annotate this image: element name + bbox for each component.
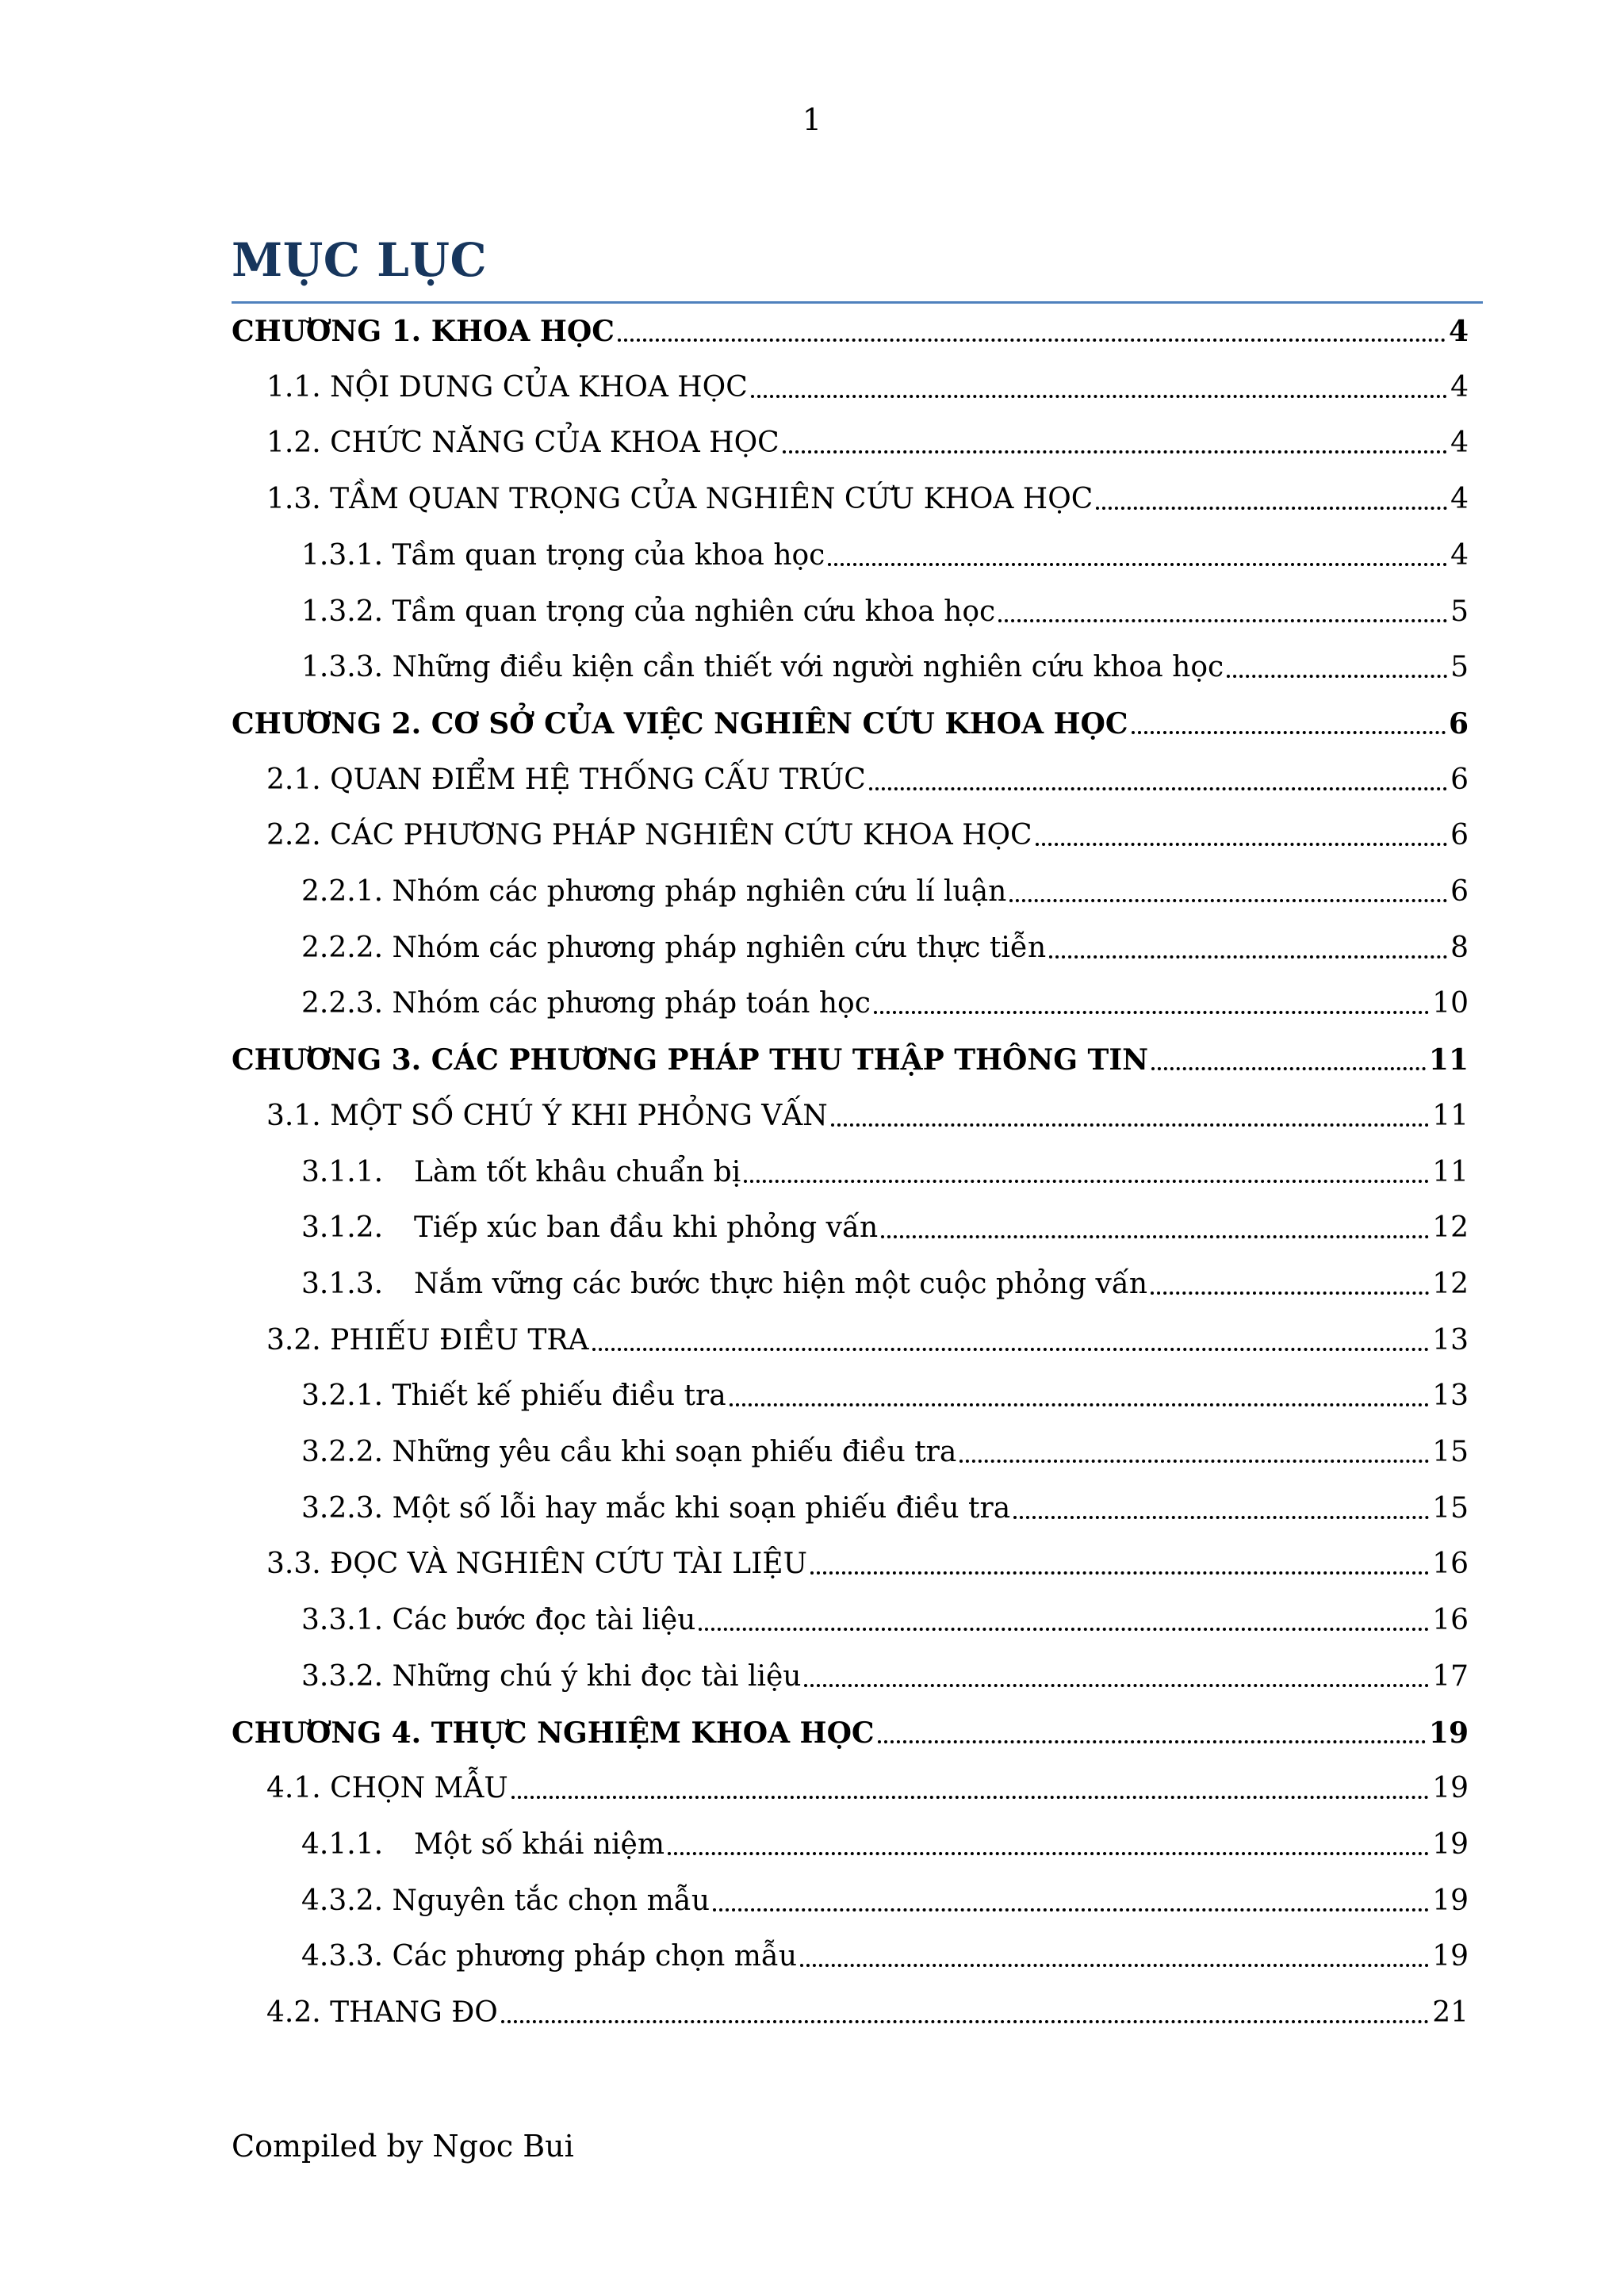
dot-leader xyxy=(878,1740,1426,1743)
toc-entry[interactable] xyxy=(232,1035,1469,1079)
dot-leader xyxy=(783,450,1447,453)
toc-entry-page: 11 xyxy=(1432,1156,1469,1188)
toc-entry-page: 13 xyxy=(1432,1380,1469,1412)
dot-leader xyxy=(730,1403,1430,1406)
dot-leader xyxy=(668,1852,1429,1855)
toc-entry-label: 4.3.3. Các phương pháp chọn mẫu xyxy=(301,1940,798,1973)
dot-leader xyxy=(1096,507,1447,510)
toc-entry[interactable] xyxy=(301,923,1469,967)
page-number: 1 xyxy=(802,102,822,137)
toc-entry[interactable] xyxy=(301,1203,1469,1247)
toc-entry-page: 11 xyxy=(1428,1043,1469,1077)
toc-entry-page: 4 xyxy=(1448,315,1469,348)
toc-entry-label: 3.2.3. Một số lỗi hay mắc khi soạn phiếu điều tra xyxy=(301,1492,1011,1525)
toc-entry[interactable] xyxy=(232,698,1469,743)
dot-leader xyxy=(592,1348,1430,1351)
toc-entry-page: 4 xyxy=(1450,483,1469,515)
dot-leader xyxy=(1036,843,1448,846)
toc-entry-page: 4 xyxy=(1450,427,1469,459)
toc-entry-label: CHƯƠNG 1. KHOA HỌC xyxy=(232,315,615,348)
dot-leader xyxy=(1009,899,1447,902)
toc-entry[interactable] xyxy=(301,1483,1469,1528)
dot-leader xyxy=(1151,1067,1426,1070)
toc-entry[interactable] xyxy=(301,587,1469,631)
toc-entry[interactable] xyxy=(266,1091,1469,1135)
toc-entry[interactable] xyxy=(266,810,1469,855)
dot-leader xyxy=(874,1011,1429,1014)
dot-leader xyxy=(828,563,1447,566)
toc-entry[interactable] xyxy=(301,1876,1469,1920)
toc-entry-label: 4.2. THANG ĐO xyxy=(266,1996,498,2029)
toc-entry-label: 2.1. QUAN ĐIỂM HỆ THỐNG CẤU TRÚC xyxy=(266,763,866,796)
toc-entry-page: 17 xyxy=(1432,1660,1469,1693)
toc-entry-label: 1.3.2. Tầm quan trọng của nghiên cứu khoa học xyxy=(301,595,996,628)
toc-entry-page: 15 xyxy=(1432,1492,1469,1525)
toc-entry-page: 19 xyxy=(1432,1885,1469,1917)
toc-entry[interactable] xyxy=(301,1427,1469,1471)
toc-entry-label: 2.2.3. Nhóm các phương pháp toán học xyxy=(301,987,871,1020)
toc-entry-page: 11 xyxy=(1432,1100,1469,1132)
dot-leader xyxy=(1132,731,1446,734)
dot-leader xyxy=(751,395,1447,398)
toc-entry-label: Tiếp xúc ban đầu khi phỏng vấn xyxy=(414,1211,879,1244)
toc-entry-label: 3.1. MỘT SỐ CHÚ Ý KHI PHỎNG VẤN xyxy=(266,1100,828,1132)
toc-entry-label: 3.2. PHIẾU ĐIỀU TRA xyxy=(266,1324,589,1357)
toc-entry[interactable] xyxy=(266,418,1469,462)
toc-entry-page: 21 xyxy=(1432,1996,1469,2029)
toc-entry-label: 1.3.1. Tầm quan trọng của khoa học xyxy=(301,539,825,572)
toc-entry[interactable] xyxy=(232,306,1469,350)
toc-entry-number: 3.1.1. xyxy=(301,1156,384,1188)
toc-entry-label: Một số khái niệm xyxy=(414,1828,665,1861)
toc-entry-label: 2.2. CÁC PHƯƠNG PHÁP NGHIÊN CỨU KHOA HỌC xyxy=(266,819,1032,851)
toc-entry-label: 1.3. TẦM QUAN TRỌNG CỦA NGHIÊN CỨU KHOA HỌC xyxy=(266,483,1094,515)
dot-leader xyxy=(1151,1292,1429,1295)
toc-entry[interactable] xyxy=(301,1371,1469,1415)
toc-entry-page: 16 xyxy=(1432,1604,1469,1636)
toc-entry[interactable] xyxy=(301,978,1469,1023)
dot-leader xyxy=(869,787,1447,790)
toc-entry[interactable] xyxy=(266,1763,1469,1808)
dot-leader xyxy=(511,1796,1429,1799)
dot-leader xyxy=(699,1628,1429,1631)
toc-entry-label: CHƯƠNG 3. CÁC PHƯƠNG PHÁP THU THẬP THÔNG TIN xyxy=(232,1043,1149,1077)
toc-entry[interactable] xyxy=(266,1988,1469,2032)
toc-entry[interactable] xyxy=(301,1820,1469,1864)
toc-entry-page: 19 xyxy=(1432,1828,1469,1861)
toc-entry[interactable] xyxy=(301,1931,1469,1976)
toc-title: MỤC LỤC xyxy=(232,233,488,287)
toc-entry-page: 6 xyxy=(1450,763,1469,796)
toc-entry-label: 4.3.2. Nguyên tắc chọn mẫu xyxy=(301,1885,710,1917)
dot-leader xyxy=(810,1571,1429,1575)
toc-entry-label: Nắm vững các bước thực hiện một cuộc phỏng vấn xyxy=(414,1268,1148,1300)
dot-leader xyxy=(618,339,1446,342)
toc-entry-label: 1.1. NỘI DUNG CỦA KHOA HỌC xyxy=(266,371,748,404)
toc-entry-page: 12 xyxy=(1432,1268,1469,1300)
toc-entry-label: 1.3.3. Những điều kiện cần thiết với người nghiên cứu khoa học xyxy=(301,651,1224,683)
toc-entry-label: 3.3.1. Các bước đọc tài liệu xyxy=(301,1604,696,1636)
title-divider xyxy=(232,301,1483,304)
toc-entry-label: 4.1. CHỌN MẪU xyxy=(266,1772,508,1804)
dot-leader xyxy=(501,2020,1429,2023)
toc-entry-number: 4.1.1. xyxy=(301,1828,384,1861)
toc-entry-page: 15 xyxy=(1432,1436,1469,1468)
dot-leader xyxy=(744,1180,1429,1183)
dot-leader xyxy=(713,1908,1429,1911)
toc-entry-page: 5 xyxy=(1450,651,1469,683)
toc-entry-number: 3.1.3. xyxy=(301,1268,384,1300)
dot-leader xyxy=(959,1460,1429,1463)
toc-entry-label: 1.2. CHỨC NĂNG CỦA KHOA HỌC xyxy=(266,427,779,459)
toc-entry-page: 19 xyxy=(1432,1940,1469,1973)
dot-leader xyxy=(804,1684,1429,1687)
toc-entry-page: 5 xyxy=(1450,595,1469,628)
toc-entry-page: 16 xyxy=(1432,1548,1469,1580)
toc-entry[interactable] xyxy=(301,530,1469,575)
toc-entry[interactable] xyxy=(266,362,1469,407)
dot-leader xyxy=(881,1235,1429,1238)
toc-entry[interactable] xyxy=(301,1259,1469,1303)
toc-entry-label: Làm tốt khâu chuẩn bị xyxy=(414,1156,741,1188)
dot-leader xyxy=(800,1964,1429,1967)
toc-entry-label: 3.3.2. Những chú ý khi đọc tài liệu xyxy=(301,1660,802,1693)
toc-entry[interactable] xyxy=(301,1147,1469,1192)
toc-entry[interactable] xyxy=(266,755,1469,799)
toc-entry-label: 2.2.2. Nhóm các phương pháp nghiên cứu thực tiễn xyxy=(301,932,1047,964)
toc-entry-label: CHƯƠNG 2. CƠ SỞ CỦA VIỆC NGHIÊN CỨU KHOA HỌC xyxy=(232,707,1128,740)
toc-entry-page: 4 xyxy=(1450,371,1469,404)
toc-entry-page: 19 xyxy=(1432,1772,1469,1804)
toc-entry-page: 6 xyxy=(1448,707,1469,740)
toc-entry-label: CHƯƠNG 4. THỰC NGHIỆM KHOA HỌC xyxy=(232,1716,875,1750)
toc-entry[interactable] xyxy=(266,1315,1469,1360)
dot-leader xyxy=(831,1123,1429,1127)
toc-entry-page: 4 xyxy=(1450,539,1469,572)
toc-entry-page: 6 xyxy=(1450,875,1469,908)
toc-entry[interactable] xyxy=(301,1651,1469,1696)
dot-leader xyxy=(998,619,1447,622)
footer-credit: Compiled by Ngoc Bui xyxy=(232,2129,574,2164)
toc-entry[interactable] xyxy=(301,1595,1469,1640)
toc-entry-page: 19 xyxy=(1428,1716,1469,1750)
toc-entry-number: 3.1.2. xyxy=(301,1211,384,1244)
toc-entry-page: 6 xyxy=(1450,819,1469,851)
toc-entry-page: 8 xyxy=(1450,932,1469,964)
toc-entry-page: 12 xyxy=(1432,1211,1469,1244)
toc-entry[interactable] xyxy=(266,1539,1469,1583)
dot-leader xyxy=(1049,955,1447,959)
toc-entry-label: 2.2.1. Nhóm các phương pháp nghiên cứu lí luận xyxy=(301,875,1007,908)
toc-entry-page: 13 xyxy=(1432,1324,1469,1357)
toc-entry[interactable] xyxy=(301,867,1469,911)
toc-entry-label: 3.3. ĐỌC VÀ NGHIÊN CỨU TÀI LIỆU xyxy=(266,1548,807,1580)
dot-leader xyxy=(1013,1516,1429,1519)
toc-entry[interactable] xyxy=(266,474,1469,519)
toc-entry-page: 10 xyxy=(1432,987,1469,1020)
dot-leader xyxy=(1227,675,1447,678)
toc-entry-label: 3.2.2. Những yêu cầu khi soạn phiếu điều tra xyxy=(301,1436,957,1468)
toc-entry-label: 3.2.1. Thiết kế phiếu điều tra xyxy=(301,1380,726,1412)
toc-entry[interactable] xyxy=(232,1708,1469,1752)
toc-entry[interactable] xyxy=(301,642,1469,687)
